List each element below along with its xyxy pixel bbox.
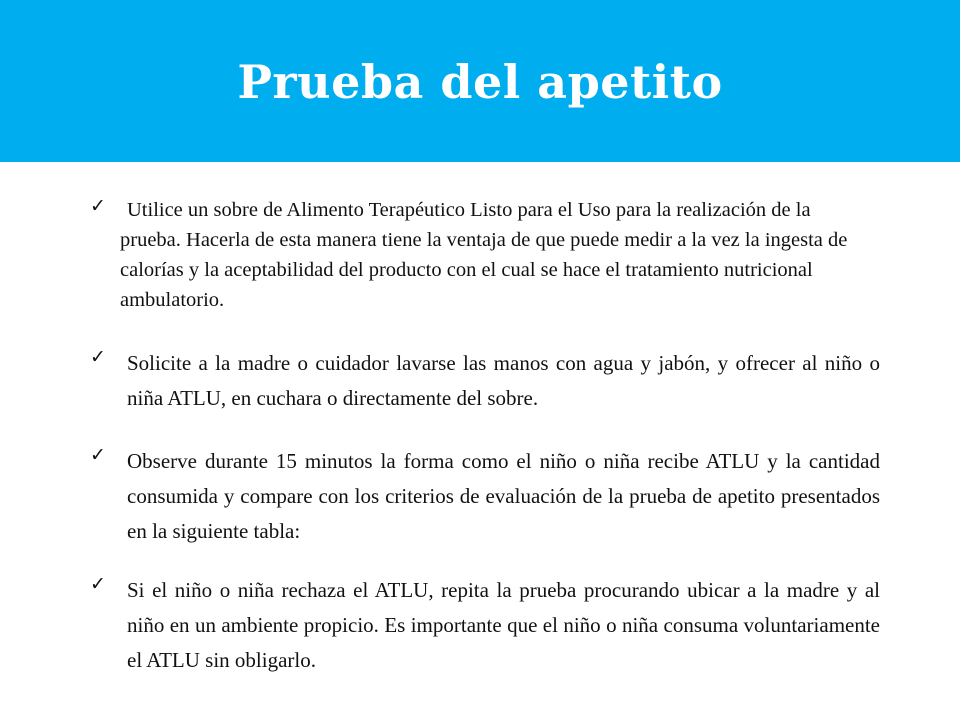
bullet-text: Observe durante 15 minutos la forma como el niño o niña recibe ATLU y la cantidad consumida y compare con los criterios de evaluación de la prueba de apetito presentados en la siguiente tabla: [127, 449, 880, 543]
check-mark-icon: ✓ [90, 346, 106, 368]
bullet-item [90, 346, 880, 416]
bullet-item [90, 444, 880, 549]
bullet-text: Utilice un sobre de Alimento Terapéutico Listo para el Uso para la realización de la prueba. Hacerla de esta manera tiene la ventaja de que puede medir a la vez la ingesta de calorías y la aceptabilidad del producto con el cual se hace el tratamiento nutricional ambulatorio. [120, 199, 848, 311]
bullet-text: Solicite a la madre o cuidador lavarse las manos con agua y jabón, y ofrecer al niño o niña ATLU, en cuchara o directamente del sobre. [127, 351, 880, 410]
bullet-text: Si el niño o niña rechaza el ATLU, repita la prueba procurando ubicar a la madre y al niño en un ambiente propicio. Es importante que el niño o niña consuma voluntariamente el ATLU sin obligarlo. [127, 578, 880, 672]
check-mark-icon: ✓ [90, 573, 106, 595]
slide-title: Prueba del apetito [237, 55, 723, 109]
title-banner [0, 0, 960, 162]
bullet-item [90, 195, 880, 315]
check-mark-icon: ✓ [90, 444, 106, 466]
check-mark-icon: ✓ [90, 195, 106, 217]
bullet-item [90, 573, 880, 678]
